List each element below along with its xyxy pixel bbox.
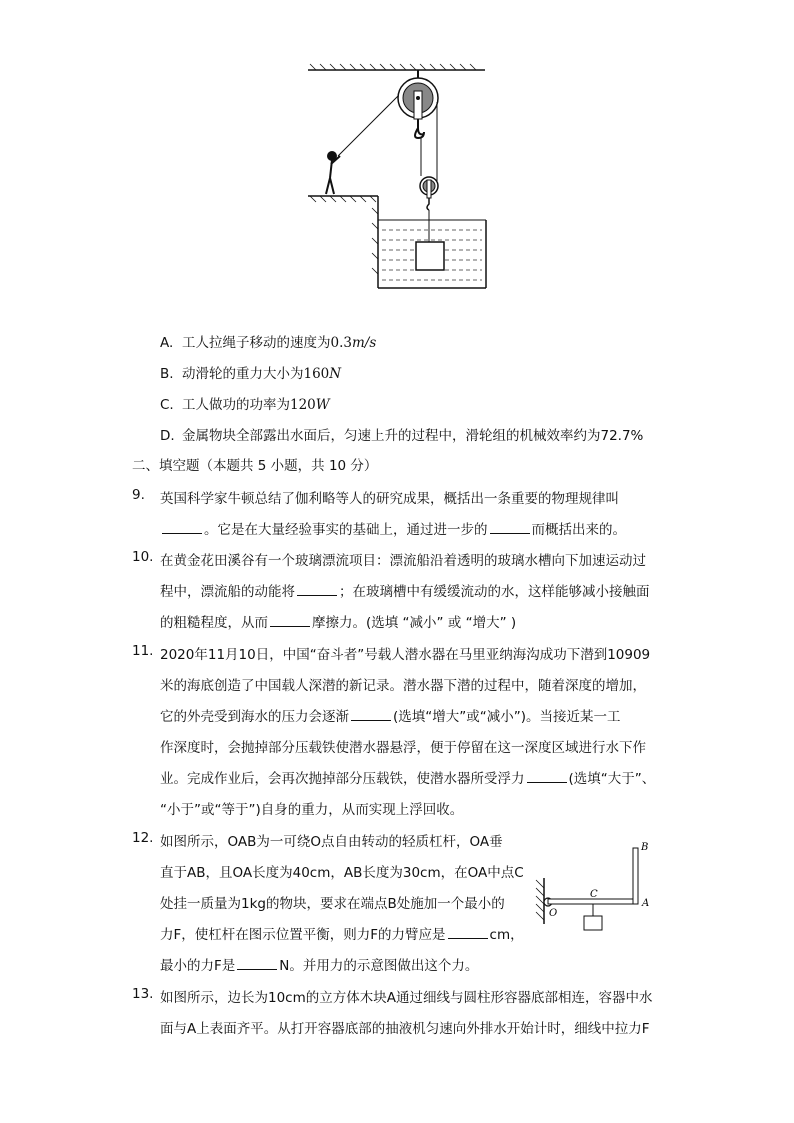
- option-d: D. 金属物块全部露出水面后，匀速上升的过程中，滑轮组的机械效率约为72.7%: [160, 428, 644, 444]
- label-c: C: [590, 889, 598, 900]
- answer-blank[interactable]: [527, 770, 567, 783]
- answer-blank[interactable]: [351, 708, 391, 721]
- option-b: B. 动滑轮的重力大小为160N: [160, 366, 342, 382]
- answer-blank[interactable]: [237, 957, 277, 970]
- option-c: C. 工人做功的功率为120W: [160, 397, 330, 413]
- answer-blank[interactable]: [490, 521, 530, 534]
- exam-page: A. 工人拉绳子移动的速度为0.3m/s B. 动滑轮的重力大小为160N C. 工人做功的功率为120W D. 金属物块全部露出水面后，匀速上升的过程中，滑轮组的机械效率约为72.7% 二、填空题（本题共 5 小题，共 10 分） 9. 英国科学家牛顿总结了伽利略等人的研究成果，概括出一条重要的物理规律叫 。它是在大量经验事实的基础上，通过进一步的 而概括出来的。 10. 在黄金花田溪谷有一个玻璃漂流项目：漂流船沿着透明的玻璃水槽向下加速运动过 程中，漂流船的动能将 ；在玻璃槽中有缓缓流动的水，这样能够减小接触面 的粗糙程度，从而 摩擦力。(选填 “减小” 或 “增大” ) 11. 2020年11月10日，中国“奋斗者”号载人潜水器在马里亚纳海沟成功下潜到10909 米的海底创造了中国载人深潜的新记录。潜水器下潜的过程中，随着深度的增加， 它的外壳受到海水的压力会逐渐 (选填“增大”或“减小”)。当接近某一工 作深度时，会抛掉部分压载铁使潜水器悬浮，便于停留在这一深度区域进行水下作 业。完成作业后，会再次抛掉部分压载铁，使潜水器所受浮力 (选填“大于”、 “小于”或“等于”)自身的重力，从而实现上浮回收。 12. 如图所示，OAB为一可绕O点自由转动的轻质杠杆，OA垂 直于AB，且OA长度为40cm，AB长度为30cm，在OA中点C 处挂一质量为1kg的物块，要求在端点B处施加一个最小的 力F，使杠杆在图示位置平衡，则力F的力臂应是 cm， 最小的力F是 N。并用力的示意图做出这个力。 B C O A 13. 如图所示，边长为10cm的立方体木块A通过细线与圆柱形容器底部相连，容器中水 面与A上表面齐平。从打开容器底部的抽液机匀速向外排水开始计时，细线中拉力F: [0, 0, 794, 1123]
- label-b: B: [641, 842, 649, 853]
- metal-block: [416, 242, 444, 270]
- answer-blank[interactable]: [270, 614, 310, 627]
- pulley-system-figure: [300, 58, 500, 298]
- answer-blank[interactable]: [448, 926, 488, 939]
- label-a: A: [642, 898, 650, 909]
- worker-figure: [326, 152, 340, 194]
- answer-blank[interactable]: [162, 521, 202, 534]
- answer-blank[interactable]: [297, 583, 337, 596]
- section-title: 二、填空题（本题共 5 小题，共 10 分）: [132, 458, 378, 474]
- label-o: O: [549, 908, 558, 919]
- lever-figure: [530, 836, 660, 946]
- option-a: A. 工人拉绳子移动的速度为0.3m/s: [160, 335, 377, 351]
